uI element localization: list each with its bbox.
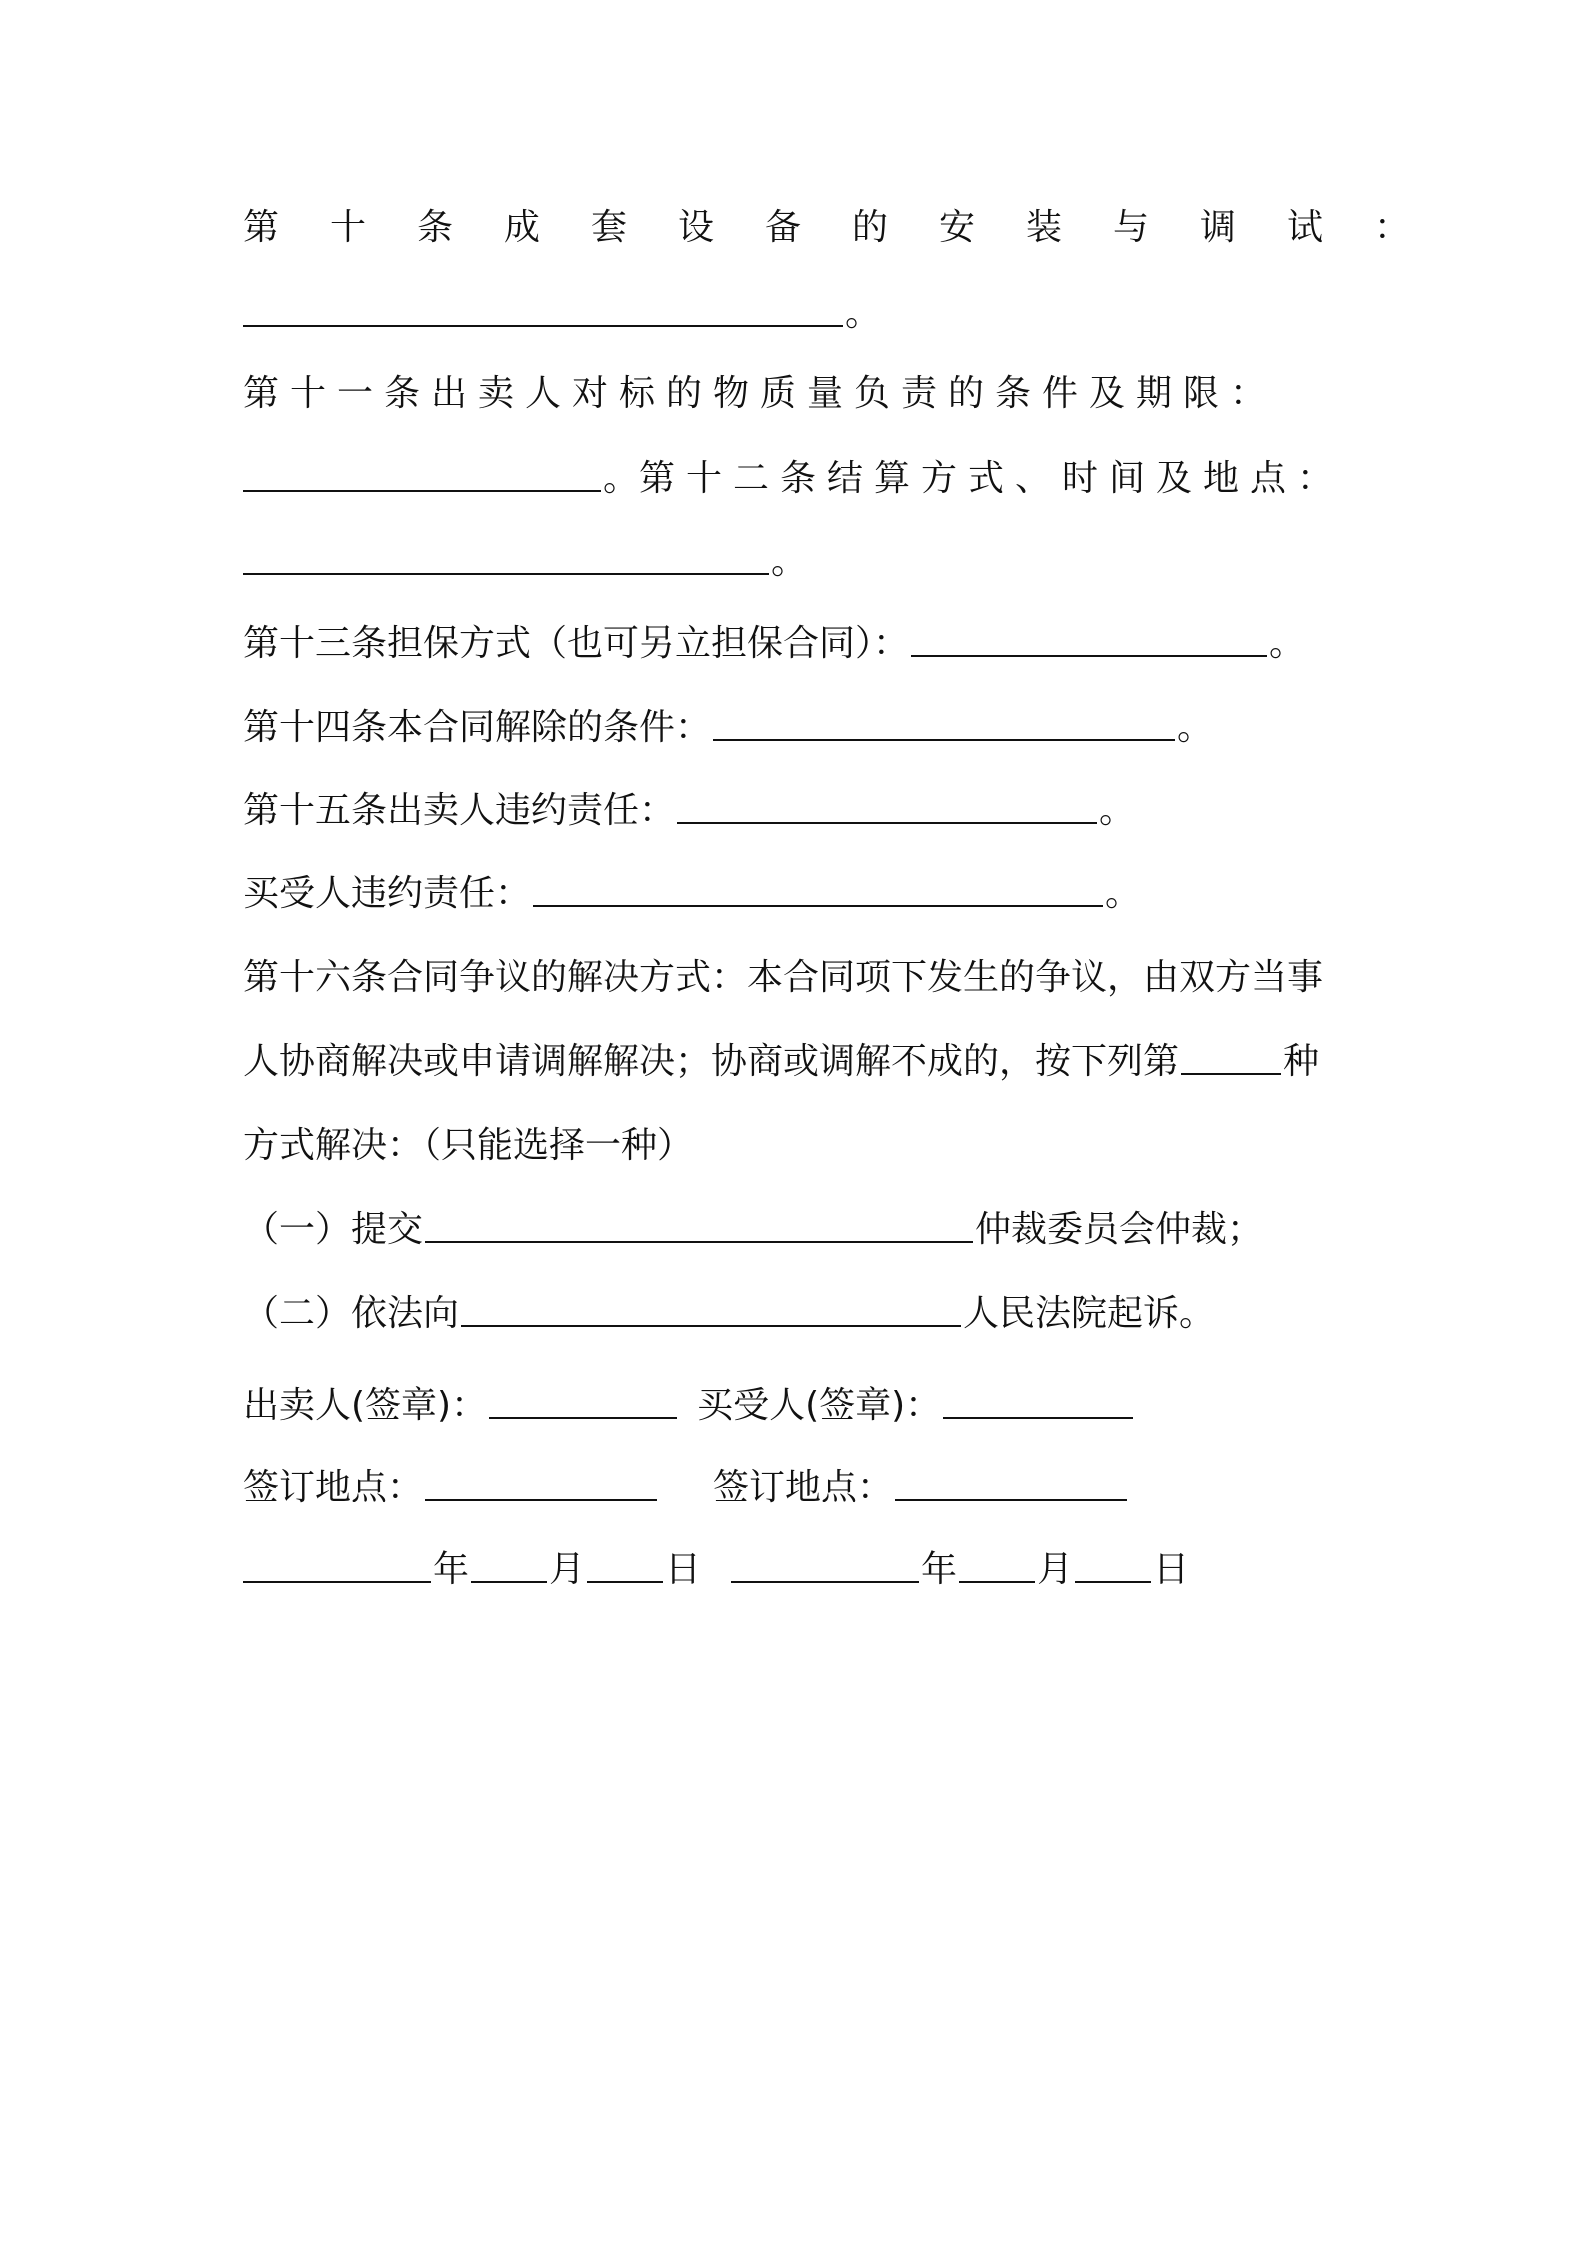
date-line — [243, 1546, 1189, 1594]
buyer-place-label: 签订地点： — [713, 1467, 894, 1508]
seller-place-blank[interactable] — [425, 1465, 657, 1501]
buyer-day-label: 日 — [1153, 1549, 1190, 1590]
seller-year-label: 年 — [433, 1549, 470, 1590]
article-14-blank[interactable] — [713, 705, 1175, 741]
article-14-text: 第十四条本合同解除的条件： — [243, 707, 712, 748]
place-line — [243, 1464, 1129, 1512]
article-16-line-2 — [243, 1038, 1319, 1086]
article-12-text: 第十二条结算方式、时间及地点： — [639, 458, 1345, 499]
article-16-line-3 — [243, 1122, 693, 1170]
option-2-text-after: 人民法院起诉。 — [963, 1293, 1216, 1334]
article-16-choice-blank[interactable] — [1181, 1039, 1281, 1075]
option-2-line — [243, 1290, 1215, 1338]
article-10-text: 第十条成套设备的安装与调试： — [243, 207, 1462, 248]
seller-signature-blank[interactable] — [489, 1383, 677, 1419]
option-2-blank[interactable] — [461, 1291, 961, 1327]
article-12-blank-line — [243, 538, 807, 586]
article-10-heading — [243, 204, 1461, 252]
article-12-end: 。 — [771, 541, 808, 582]
article-15-text: 第十五条出卖人违约责任： — [243, 790, 676, 831]
article-12-blank[interactable] — [243, 539, 769, 575]
option-1-line — [243, 1206, 1263, 1254]
buyer-signature-label: 买受人(签章)： — [697, 1385, 942, 1426]
article-16-text-2: 人协商解决或申请调解解决；协商或调解不成的，按下列第 — [243, 1041, 1180, 1082]
buyer-liability-line — [243, 870, 1141, 918]
buyer-signature-blank[interactable] — [943, 1383, 1133, 1419]
buyer-day-blank[interactable] — [1075, 1547, 1151, 1583]
buyer-year-label: 年 — [921, 1549, 958, 1590]
article-10-end: 。 — [845, 293, 882, 334]
article-11-end: 。 — [603, 458, 640, 499]
article-15-line — [243, 787, 1135, 835]
article-15-blank[interactable] — [677, 788, 1097, 824]
article-11-blank[interactable] — [243, 456, 601, 492]
article-13-blank[interactable] — [911, 621, 1267, 657]
buyer-liability-text: 买受人违约责任： — [243, 873, 532, 914]
buyer-liability-end: 。 — [1105, 873, 1142, 914]
seller-signature-label: 出卖人(签章)： — [243, 1385, 488, 1426]
buyer-place-blank[interactable] — [895, 1465, 1127, 1501]
seller-day-blank[interactable] — [587, 1547, 663, 1583]
article-16-text-3: 方式解决：（只能选择一种） — [243, 1125, 694, 1166]
option-2-text: （二）依法向 — [243, 1293, 460, 1334]
article-14-line — [243, 704, 1213, 752]
article-16-line-1 — [243, 954, 1323, 1002]
article-14-end: 。 — [1177, 707, 1214, 748]
article-12-line — [243, 455, 1344, 503]
article-13-text: 第十三条担保方式（也可另立担保合同）： — [243, 623, 910, 664]
seller-place-label: 签订地点： — [243, 1467, 424, 1508]
article-16-text-2b: 种 — [1283, 1041, 1320, 1082]
buyer-month-blank[interactable] — [959, 1547, 1035, 1583]
seller-month-label: 月 — [549, 1549, 586, 1590]
buyer-year-blank[interactable] — [731, 1547, 919, 1583]
article-11-text: 第十一条出卖人对标的物质量负责的条件及期限： — [243, 373, 1278, 414]
seller-year-blank[interactable] — [243, 1547, 431, 1583]
article-15-end: 。 — [1099, 790, 1136, 831]
option-1-blank[interactable] — [425, 1207, 973, 1243]
seller-day-label: 日 — [665, 1549, 702, 1590]
article-13-line — [243, 620, 1305, 668]
article-16-text-1: 第十六条合同争议的解决方式：本合同项下发生的争议，由双方当事 — [243, 957, 1324, 998]
article-10-blank-line — [243, 290, 881, 338]
article-11-heading — [243, 370, 1277, 418]
buyer-liability-blank[interactable] — [533, 871, 1103, 907]
seller-month-blank[interactable] — [471, 1547, 547, 1583]
buyer-month-label: 月 — [1037, 1549, 1074, 1590]
article-13-end: 。 — [1269, 623, 1306, 664]
article-10-blank[interactable] — [243, 291, 843, 327]
option-1-text-after: 仲裁委员会仲裁； — [975, 1209, 1264, 1250]
signature-line — [243, 1382, 1135, 1430]
option-1-text: （一）提交 — [243, 1209, 424, 1250]
